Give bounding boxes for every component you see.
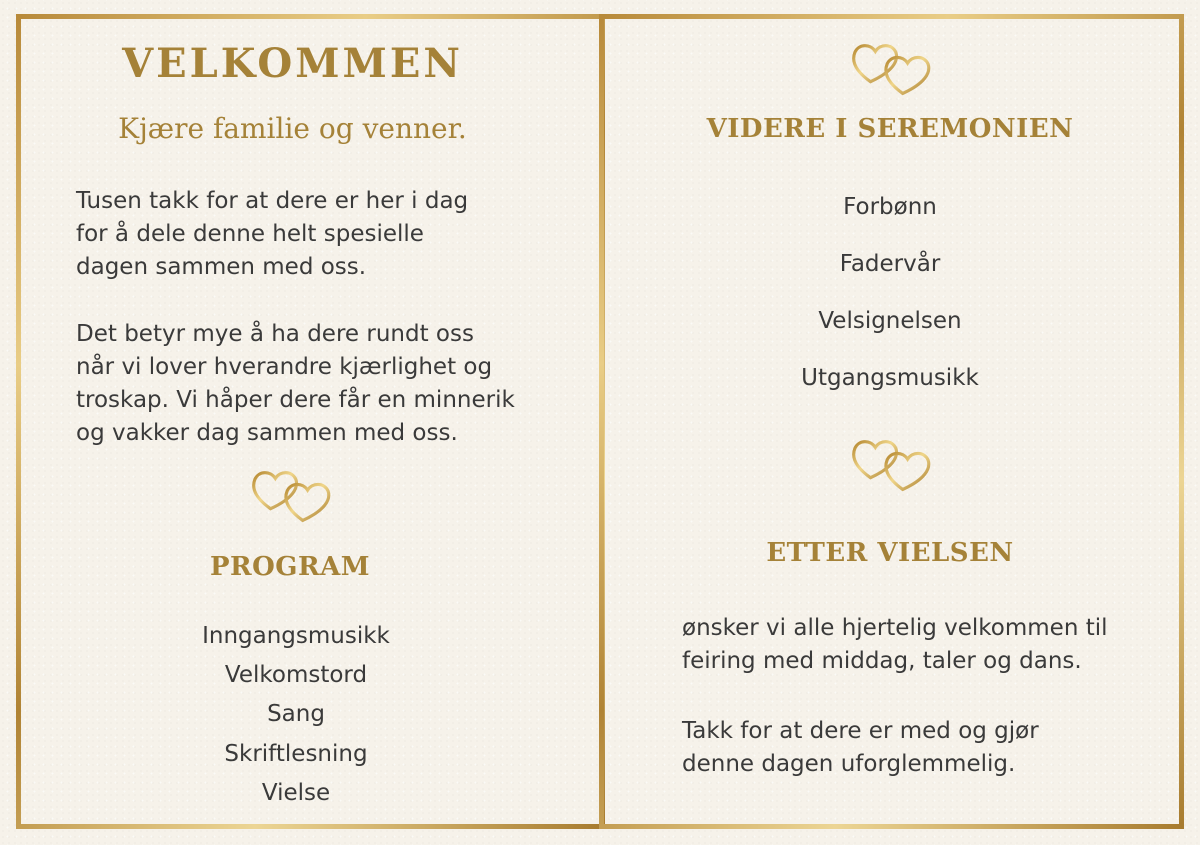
text-line: Tusen takk for at dere er her i dag: [76, 188, 469, 214]
list-item: Forbønn: [843, 194, 937, 220]
welcome-paragraph: [76, 185, 556, 284]
list-item: Utgangsmusikk: [801, 365, 979, 391]
invitation-paragraph: [682, 612, 1152, 678]
meaning-paragraph: [76, 318, 556, 450]
text-line: Takk for at dere er med og gjør: [682, 718, 1039, 744]
text-line: og vakker dag sammen med oss.: [76, 420, 458, 446]
text-line: troskap. Vi håper dere får en minnerik: [76, 387, 515, 413]
list-item: Sang: [267, 701, 325, 728]
list-item: Velkomstord: [224, 662, 368, 689]
ceremony-list: [690, 188, 1090, 416]
interlocked-hearts-icon: [849, 38, 933, 100]
page-title: VELKOMMEN: [122, 40, 463, 87]
text-line: feiring med middag, taler og dans.: [682, 648, 1082, 674]
text-line: Det betyr mye å ha dere rundt oss: [76, 321, 474, 347]
program-list: [100, 617, 492, 813]
text-line: ønsker vi alle hjertelig velkommen til: [682, 615, 1108, 641]
interlocked-hearts-icon: [249, 465, 333, 527]
list-item: Vielse: [261, 779, 331, 806]
ceremony-heading: VIDERE I SEREMONIEN: [706, 114, 1074, 144]
text-line: denne dagen uforglemmelig.: [682, 751, 1016, 777]
list-item: Skriftlesning: [224, 740, 368, 767]
greeting-subtitle: Kjære familie og venner.: [118, 112, 467, 145]
interlocked-hearts-icon: [849, 434, 933, 496]
text-line: når vi lover hverandre kjærlighet og: [76, 354, 493, 380]
program-heading: PROGRAM: [209, 552, 371, 582]
list-item: Inngangsmusikk: [202, 623, 390, 649]
thanks-paragraph: [682, 715, 1152, 781]
after-wedding-heading: ETTER VIELSEN: [766, 538, 1014, 568]
list-item: Velsignelsen: [818, 308, 962, 334]
text-line: dagen sammen med oss.: [76, 254, 367, 280]
text-line: for å dele denne helt spesielle: [76, 221, 424, 247]
list-item: Fadervår: [839, 251, 941, 277]
